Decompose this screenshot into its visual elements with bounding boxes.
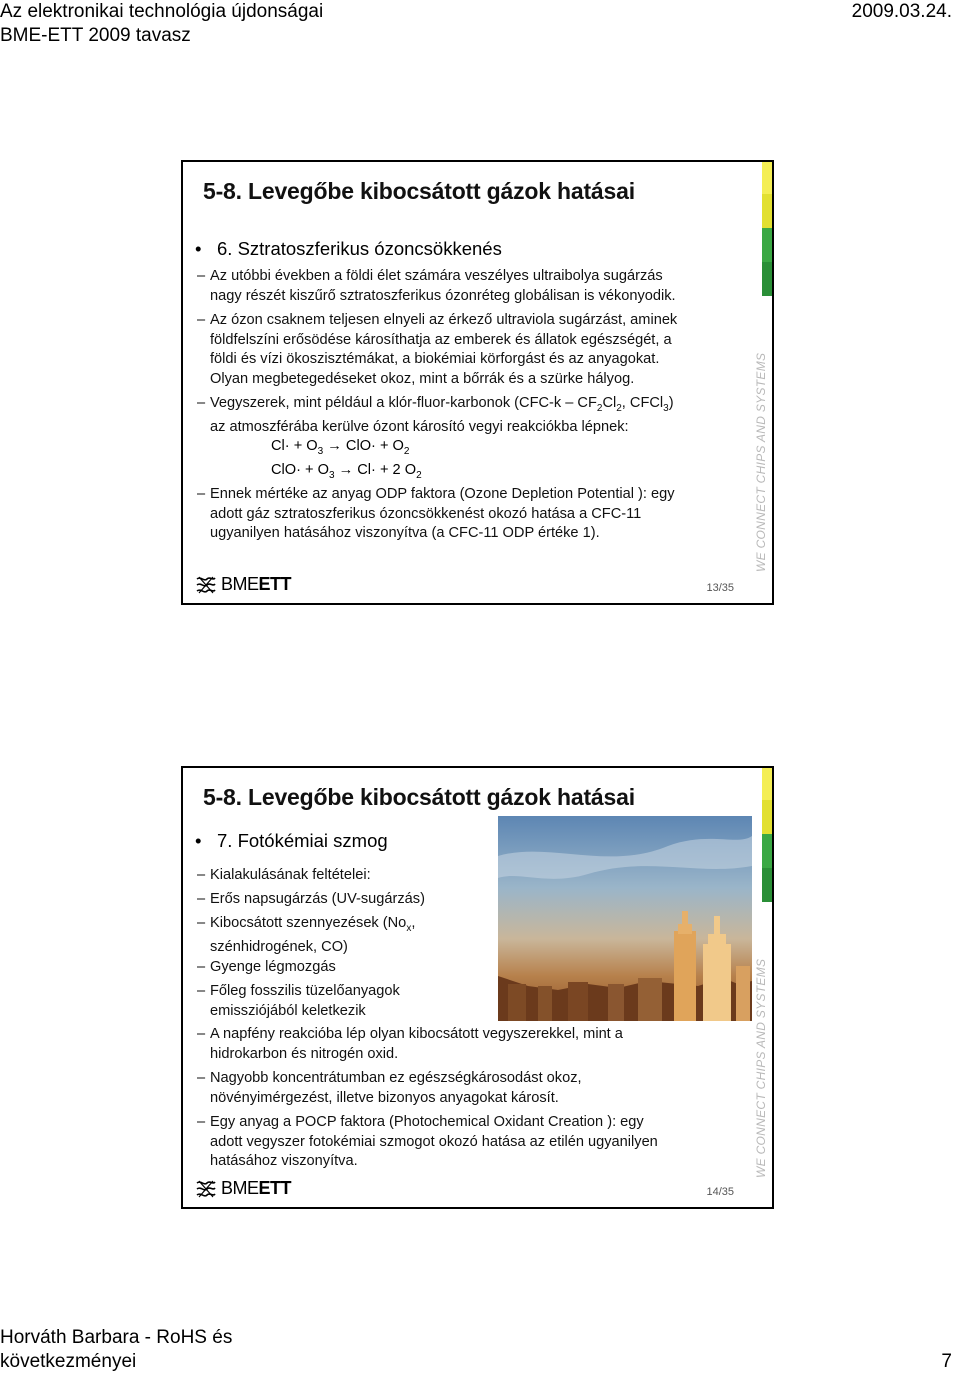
list-item: – Erős napsugárzás (UV-sugárzás)	[197, 890, 425, 910]
dash-icon: –	[197, 959, 206, 975]
bmeett-logo: BMEETT	[195, 574, 291, 595]
slide-title: 5-8. Levegőbe kibocsátott gázok hatásai	[203, 178, 635, 204]
bullet-main	[195, 830, 388, 852]
slide-14	[181, 766, 774, 1209]
bullet-dot-icon: •	[195, 830, 202, 851]
slide-number: 14/35	[706, 1186, 734, 1198]
list-item: – Gyenge légmozgás	[197, 958, 336, 978]
logo-mark-icon	[195, 1179, 217, 1199]
list-item: – Kialakulásának feltételei:	[197, 866, 371, 886]
dash-icon: –	[197, 395, 206, 411]
bullet-main-text: 7. Fotókémiai szmog	[217, 830, 388, 851]
dash-icon: –	[197, 1114, 206, 1130]
dash-icon: –	[197, 312, 206, 328]
bmeett-logo: BMEETT	[195, 1178, 291, 1199]
document-header-title: Az elektronikai technológia újdonságai	[0, 1, 324, 22]
dash-icon: –	[197, 983, 206, 999]
logo-mark-icon	[195, 575, 217, 595]
bullet-main-text: 6. Sztratoszferikus ózoncsökkenés	[217, 238, 502, 259]
list-item: – Egy anyag a POCP faktora (Photochemical Oxidant Creation ): egy adott vegyszer fotokémiai szmogot okozó hatása az etilén ugyanilyen hatásához viszonyítva.	[197, 1114, 658, 1169]
dash-icon: –	[197, 915, 206, 931]
dash-icon: –	[197, 891, 206, 907]
arrow-right-icon: →	[338, 462, 354, 478]
arrow-right-icon: →	[327, 438, 342, 454]
slide-number: 13/35	[706, 582, 734, 594]
document-header-subtitle: BME-ETT 2009 tavasz	[0, 25, 191, 46]
document-page-number: 7	[941, 1351, 952, 1372]
list-item: – Kibocsátott szennyezések ($No_x$, szénhidrogének, CO)	[197, 915, 416, 956]
list-item: – Nagyobb koncentrátumban ez egészségkárosodást okoz, növényimérgezést, illetve bizonyos anyagokat károsít.	[197, 1070, 582, 1106]
dash-icon: –	[197, 1026, 206, 1042]
list-item: – A napfény reakcióba lép olyan kibocsátott vegyszerekkel, mint a hidrokarbon és nitrogén oxid.	[197, 1026, 623, 1062]
dash-icon: –	[197, 486, 206, 502]
list-item: – Vegyszerek, mint például a klór-fluor-karbonok ($CFC-k - CF_2Cl_2$, CFCl$_3$) az atmoszférába kerülve ózont károsító vegyi reakciókba lépnek:	[197, 395, 674, 436]
list-item: – Az utóbbi években a földi élet számára veszélyes ultraibolya sugárzás nagy részét kiszűrő sztratoszferikus ózonréteg globálisan is vékonyodik.	[197, 268, 676, 304]
equation-1: $Cl\cdot + O_3 \to ClO\cdot + O_2$	[271, 438, 410, 457]
document-footer-topic: következményei	[0, 1351, 137, 1372]
list-item: – Főleg fosszilis tüzelőanyagok emissziójából keletkezik	[197, 983, 400, 1019]
equation-2: $ClO\cdot + O_3 \to Cl\cdot + 2$ $O_2$	[271, 462, 422, 481]
dash-icon: –	[197, 268, 206, 284]
slide-13	[181, 160, 774, 605]
bullet-dot-icon: •	[195, 238, 202, 259]
document-header-date: 2009.03.24.	[851, 1, 952, 22]
dash-icon: –	[197, 867, 206, 883]
smog-city-photo	[498, 816, 752, 1021]
brand-tagline: WE CONNECT CHIPS AND SYSTEMS	[754, 958, 768, 1178]
dash-icon: –	[197, 1070, 206, 1086]
document-footer-author: Horváth Barbara - RoHS és	[0, 1327, 233, 1348]
city-skyline-image	[498, 816, 752, 1021]
bullet-main	[195, 238, 502, 260]
list-item: – Ennek mértéke az anyag ODP faktora (Ozone Depletion Potential ): egy adott gáz sztratoszferikus ózoncsökkenést okozó hatása a CFC-11 ugyanilyen hatásához viszonyítva (a CFC-11 ODP értéke 1).	[197, 486, 675, 541]
brand-tagline: WE CONNECT CHIPS AND SYSTEMS	[754, 352, 768, 572]
list-item: – Az ózon csaknem teljesen elnyeli az érkező ultraviola sugárzást, aminek földfelszíni erősödése károsíthatja az emberek és állatok egészségét, a földi és vízi ökoszisztémákat, a biokémiai körforgást és az anyagokat. Olyan megbetegedéseket okoz, mint a bőrrák és a szürke hályog.	[197, 312, 678, 387]
slide-title: 5-8. Levegőbe kibocsátott gázok hatásai	[203, 784, 635, 810]
